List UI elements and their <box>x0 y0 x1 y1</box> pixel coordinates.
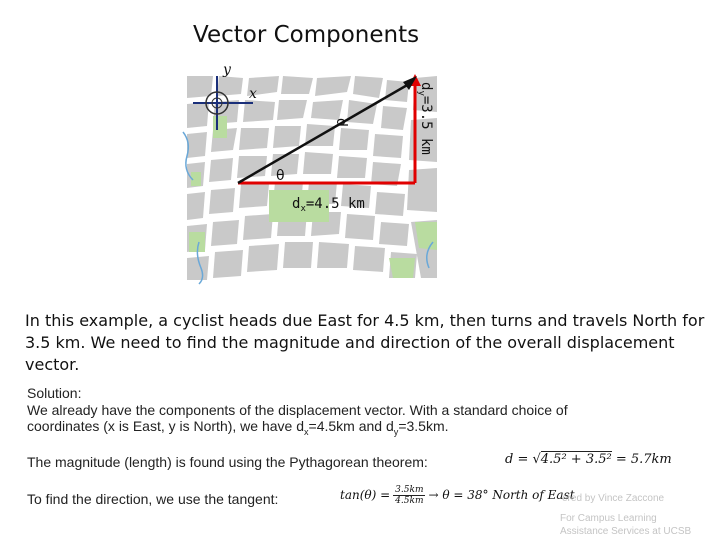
credit-line-2: For Campus Learning <box>560 513 657 524</box>
dx-label: $d_x=4.5$ km <box>292 196 365 214</box>
solution-line-1: We already have the components of the displacement vector. With a standard choice of <box>27 402 568 418</box>
x-axis-label: x <box>249 86 257 102</box>
y-axis-label: y <box>223 62 231 78</box>
magnitude-text: The magnitude (length) is found using the Pythagorean theorem: <box>27 454 428 470</box>
d-vector-label: d <box>333 118 349 127</box>
direction-text: To find the direction, we use the tangent: <box>27 491 279 507</box>
credit-line-3: Assistance Services at UCSB <box>560 526 692 537</box>
solution-line-2: coordinates (x is East, y is North), we have $d_x=4.5km$ and $d_y=3.5km$. <box>27 418 449 437</box>
dy-label: $d_y=3.5$ km <box>416 82 434 155</box>
solution-heading: Solution: <box>27 385 82 401</box>
theta-label: θ <box>276 168 285 184</box>
credit-line-1: ered by Vince Zaccone <box>562 493 665 504</box>
magnitude-equation: d = √4.5² + 3.5² = 5.7km <box>505 452 672 467</box>
tangent-fraction: $\frac{3.5km}{4.5km}$ <box>395 485 424 506</box>
slide-title: Vector Components <box>193 22 420 48</box>
tangent-equation: tan(θ) = $\frac{3.5km}{4.5km}$ → θ = 38° North of East <box>340 485 575 506</box>
vector-diagram <box>183 62 441 284</box>
intro-paragraph: In this example, a cyclist heads due East for 4.5 km, then turns and travels North for 3.5 km. We need to find the magnitude and direction of the overall displacement vector. <box>25 311 705 374</box>
